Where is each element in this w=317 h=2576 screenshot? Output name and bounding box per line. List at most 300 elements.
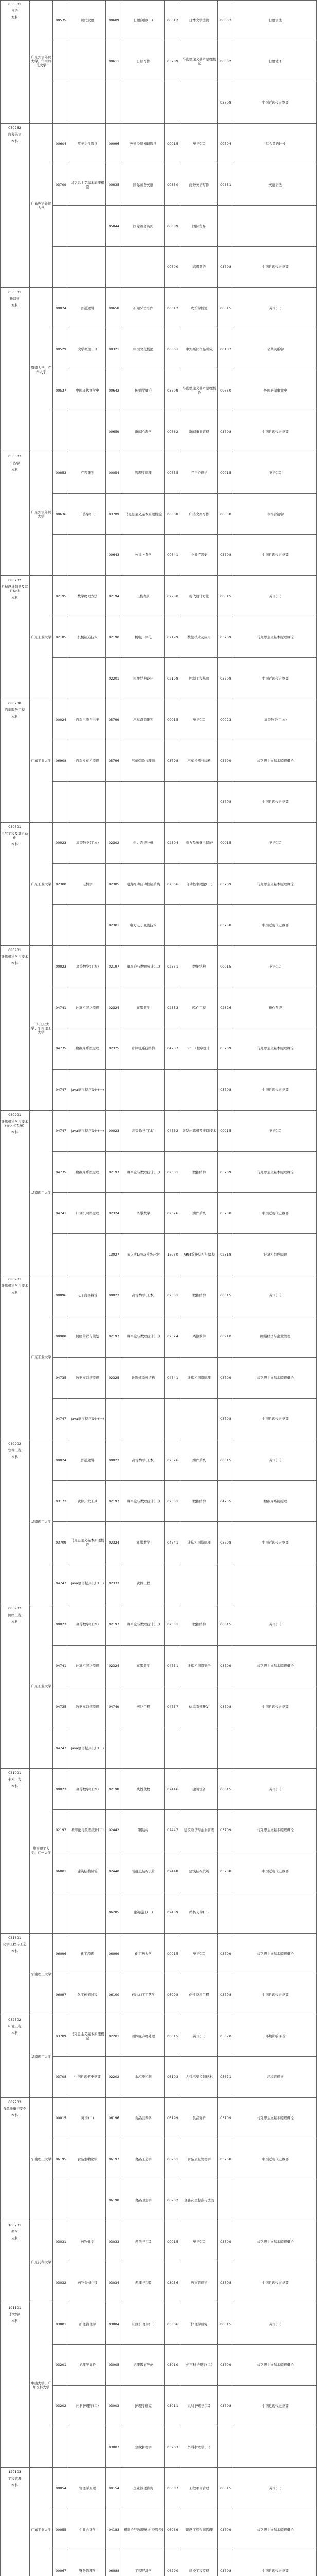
course-name-cell: 软件工程 <box>181 987 218 1028</box>
course-name-cell: 结构力学(二) <box>181 1892 218 1934</box>
course-code-cell <box>53 41 69 82</box>
course-name-cell: 公共关系学 <box>234 329 317 370</box>
course-code-cell <box>106 82 122 124</box>
course-code-cell: 03709 <box>218 1152 234 1193</box>
course-code-cell: 06103 <box>165 2057 181 2098</box>
course-code-cell: 05796 <box>106 740 122 782</box>
course-code-cell: 02325 <box>106 1028 122 1070</box>
school-cell: 广东工业大学 <box>30 576 53 700</box>
course-code-cell: 00023 <box>53 823 69 864</box>
course-name-cell: 普通逻辑 <box>69 1439 106 1481</box>
course-name-cell: 离散数学 <box>122 1646 165 1687</box>
course-code-cell: 04732 <box>165 1111 181 1152</box>
major-name: 软件工程 <box>8 1448 22 1453</box>
course-code-cell: 03709 <box>218 740 234 782</box>
course-code-cell <box>106 782 122 823</box>
major-cell <box>0 576 30 700</box>
course-name-cell: 机械制造技术 <box>69 617 106 658</box>
course-code-cell: 03709 <box>218 2345 234 2386</box>
course-code-cell: 04735 <box>53 1028 69 1070</box>
course-name-cell <box>181 1399 218 1440</box>
course-code-cell: 04741 <box>165 1522 181 1563</box>
course-name-cell: 现代设计方法 <box>181 576 218 617</box>
course-code-cell: 00910 <box>218 1316 234 1358</box>
course-code-cell: 03201 <box>53 2345 69 2386</box>
course-code-cell: 04735 <box>53 1152 69 1193</box>
course-name-cell <box>234 1563 317 1604</box>
course-code-cell: 06285 <box>106 1892 122 1934</box>
major-level: 本科 <box>11 1455 18 1460</box>
course-name-cell: 普通逻辑 <box>69 288 106 329</box>
course-name-cell: 软件开发工具 <box>69 1481 106 1522</box>
course-name-cell: 日本文学选读 <box>181 0 218 41</box>
major-cell <box>0 946 30 1110</box>
course-code-cell: 02331 <box>165 1152 181 1193</box>
course-name-cell: 中国近现代史纲要 <box>234 535 317 576</box>
course-code-cell: 00603 <box>218 0 234 41</box>
major-code: 082502 <box>8 2018 21 2022</box>
school-cell: 广东工业大学 <box>30 699 53 823</box>
course-name-cell: 马克思主义基本原理概论 <box>234 1028 317 1070</box>
course-code-cell: 02197 <box>53 1810 69 1851</box>
course-name-cell: 儿科护理学(二) <box>181 2386 218 2427</box>
course-name-cell: 数据结构 <box>181 1481 218 1522</box>
major-code: 080601 <box>8 824 21 829</box>
course-code-cell: 02201 <box>106 2015 122 2057</box>
course-code-cell <box>53 1234 69 1275</box>
course-name-cell: 中国近现代史纲要 <box>234 1974 317 2015</box>
course-name-cell: 马克思主义基本原理概论 <box>69 2015 106 2057</box>
course-code-cell: 04741 <box>165 1358 181 1399</box>
course-code-cell: 02185 <box>53 617 69 658</box>
course-name-cell: 数据结构 <box>181 1604 218 1646</box>
course-name-cell: 计算机网络原理 <box>69 1646 106 1687</box>
course-name-cell: 建筑经济与企业管理 <box>181 1810 218 1851</box>
major-cell <box>0 288 30 452</box>
course-code-cell: 00015 <box>53 2098 69 2139</box>
course-code-cell: 02324 <box>106 987 122 1028</box>
course-code-cell: 00831 <box>218 164 234 206</box>
course-code-cell: 02302 <box>106 823 122 864</box>
course-code-cell: 00015 <box>218 946 234 987</box>
course-code-cell: 03709 <box>165 41 181 82</box>
school-cell: 华南理工大学 <box>30 2015 53 2098</box>
school-cell: 华南理工大学、广州大学 <box>30 1769 53 1933</box>
course-code-cell: 00015 <box>165 699 181 740</box>
course-name-cell <box>69 82 106 124</box>
course-name-cell: 网络营销与策划 <box>69 1316 106 1358</box>
course-code-cell: 02324 <box>165 1316 181 1358</box>
course-name-cell: 固体废弃物处理 <box>122 2015 165 2057</box>
course-name-cell: 数据结构 <box>181 946 218 987</box>
course-name-cell: 汽车电器与电子 <box>69 699 106 740</box>
course-name-cell: 中国近现代史纲要 <box>234 658 317 699</box>
course-name-cell: 高等数学(工本) <box>69 946 106 987</box>
course-code-cell: 00321 <box>106 329 122 370</box>
major-level: 本科 <box>11 303 18 308</box>
course-name-cell: 食品质量管理学 <box>181 2139 218 2180</box>
course-name-cell <box>69 782 106 823</box>
course-code-cell: 03708 <box>218 535 234 576</box>
course-name-cell: 数据库系统原理 <box>69 1358 106 1399</box>
major-cell <box>0 1439 30 1604</box>
course-name-cell <box>69 411 106 452</box>
course-name-cell: 概率论与数理统计(二) <box>122 946 165 987</box>
course-code-cell: 02194 <box>106 576 122 617</box>
school-cell: 广东工业大学 <box>30 823 53 946</box>
course-code-cell: 02442 <box>106 1810 122 1851</box>
course-name-cell <box>181 82 218 124</box>
course-code-cell: 00015 <box>218 1439 234 1481</box>
course-name-cell: 食品工艺学 <box>122 2139 165 2180</box>
course-name-cell: 中国近现代史纲要 <box>234 782 317 823</box>
course-name-cell: 中外新闻作品研究 <box>181 329 218 370</box>
course-code-cell: 00067 <box>53 2550 69 2576</box>
course-code-cell: 00015 <box>218 452 234 494</box>
course-code-cell: 00023 <box>53 946 69 987</box>
course-code-cell: 02301 <box>106 905 122 946</box>
course-code-cell: 03708 <box>218 2139 234 2180</box>
course-name-cell: 数据库系统原理 <box>69 1028 106 1070</box>
course-name-cell: 中国近现代史纲要 <box>69 2057 106 2098</box>
course-name-cell: 工程经济 <box>122 576 165 617</box>
major-level: 本科 <box>11 1130 18 1134</box>
course-code-cell: 03709 <box>218 1934 234 1975</box>
course-code-cell: 02326 <box>165 1193 181 1234</box>
major-level: 本科 <box>11 715 18 719</box>
school-cell: 广东工业大学 <box>30 1275 53 1439</box>
course-code-cell: 00662 <box>165 411 181 452</box>
course-name-cell <box>122 247 165 288</box>
major-cell <box>0 699 30 823</box>
course-name-cell: 建设工程监理 <box>181 2550 218 2576</box>
course-code-cell <box>218 1563 234 1604</box>
course-name-cell: 马克思主义基本原理概论 <box>234 617 317 658</box>
major-level: 本科 <box>11 15 18 20</box>
course-code-cell: 02331 <box>165 1481 181 1522</box>
course-code-cell: 00636 <box>53 494 69 535</box>
course-code-cell: 03708 <box>218 782 234 823</box>
course-code-cell: 03010 <box>165 2345 181 2386</box>
course-name-cell: 嵌入式Linux系统开发 <box>122 1234 165 1275</box>
course-name-cell: 马克思主义基本原理概论 <box>69 1522 106 1563</box>
course-name-cell: 中外广告史 <box>181 535 218 576</box>
course-code-cell: 00661 <box>165 329 181 370</box>
course-name-cell <box>181 1563 218 1604</box>
course-code-cell: 05671 <box>218 2057 234 2098</box>
course-code-cell: 03709 <box>218 1810 234 1851</box>
course-name-cell: 马克思主义基本原理概论 <box>122 494 165 535</box>
major-code: 082703 <box>8 2099 21 2104</box>
course-code-cell: 02304 <box>165 823 181 864</box>
course-code-cell: 06908 <box>53 740 69 782</box>
course-code-cell: 04747 <box>53 1111 69 1152</box>
course-name-cell: 中国近现代史纲要 <box>234 1851 317 1892</box>
major-name: 药学 <box>11 2230 18 2234</box>
major-code: 120103 <box>8 2470 21 2475</box>
course-code-cell: 00908 <box>53 1316 69 1358</box>
major-code: 080901 <box>8 1112 21 1117</box>
course-code-cell <box>53 658 69 699</box>
course-name-cell: 广告心理学 <box>181 452 218 494</box>
course-name-cell: 概率论与数理统计(经管类) <box>122 2509 165 2550</box>
course-name-cell: 中国近现代史纲要 <box>234 1686 317 1727</box>
course-name-cell: 机电一体化 <box>122 617 165 658</box>
major-code: 080202 <box>8 578 21 582</box>
course-code-cell: 04741 <box>53 1193 69 1234</box>
major-code: 080902 <box>8 1442 21 1446</box>
course-code-cell: 00015 <box>218 1111 234 1152</box>
course-name-cell: 高等数学(工本) <box>69 1604 106 1646</box>
major-level: 本科 <box>11 595 18 600</box>
course-code-cell: 00054 <box>106 452 122 494</box>
course-code-cell: 03709 <box>53 164 69 206</box>
course-name-cell: 环境影响评价 <box>234 2015 317 2057</box>
course-name-cell: 马克思主义基本原理概论 <box>69 164 106 206</box>
course-code-cell: 02201 <box>106 658 122 699</box>
major-code: 101101 <box>8 2306 21 2310</box>
course-name-cell: 食品安全标准与法规 <box>181 2180 218 2222</box>
course-name-cell: 中国近现代史纲要 <box>234 2262 317 2303</box>
course-name-cell: 离散数学 <box>122 987 165 1028</box>
school-cell: 暨南大学、广州大学 <box>30 288 53 452</box>
course-code-cell: 05844 <box>106 206 122 247</box>
course-code-cell: 03031 <box>53 2221 69 2262</box>
course-name-cell <box>69 905 106 946</box>
major-name: 广告学 <box>9 461 20 466</box>
course-name-cell <box>181 782 218 823</box>
course-name-cell: 现代汉语 <box>69 0 106 41</box>
course-name-cell: 汽车检测与诊断 <box>181 740 218 782</box>
course-code-cell: 05799 <box>106 699 122 740</box>
course-code-cell: 03708 <box>218 247 234 288</box>
course-code-cell: 02197 <box>106 1316 122 1358</box>
course-code-cell: 00835 <box>106 164 122 206</box>
course-name-cell: 网络工程 <box>122 1686 165 1727</box>
major-cell <box>0 2221 30 2303</box>
course-name-cell: 中国近现代史纲要 <box>234 82 317 124</box>
course-name-cell <box>69 2427 106 2468</box>
course-name-cell: 建筑施工(一) <box>122 1892 165 1934</box>
course-name-cell: 机械结构设计 <box>122 658 165 699</box>
course-name-cell: 英语(二) <box>234 2303 317 2345</box>
course-code-cell: 03708 <box>218 82 234 124</box>
course-code-cell: 04735 <box>53 1686 69 1727</box>
course-code-cell: 06195 <box>53 2139 69 2180</box>
course-code-cell <box>165 905 181 946</box>
course-name-cell <box>234 1727 317 1769</box>
course-name-cell: 社区护理学(一) <box>122 2303 165 2345</box>
course-code-cell <box>53 2427 69 2468</box>
course-code-cell: 00537 <box>53 370 69 412</box>
school-cell: 华南理工大学 <box>30 1934 53 2016</box>
course-name-cell: 数据库系统原理 <box>234 1481 317 1522</box>
course-name-cell: 化工传递过程 <box>69 1974 106 2015</box>
course-code-cell <box>53 782 69 823</box>
major-name: 化学工程与工艺 <box>3 1942 27 1946</box>
major-level: 本科 <box>11 2113 18 2117</box>
course-name-cell: 日语写作 <box>122 41 165 82</box>
course-name-cell: 政治学概论 <box>181 288 218 329</box>
course-code-cell: 04749 <box>106 1686 122 1727</box>
course-code-cell: 02195 <box>53 576 69 617</box>
course-code-cell <box>106 247 122 288</box>
course-name-cell: 国际贸易 <box>181 206 218 247</box>
course-name-cell: 药理学(四) <box>122 2262 165 2303</box>
course-code-cell: 03005 <box>106 2345 122 2386</box>
course-code-cell <box>218 206 234 247</box>
course-name-cell: 高等数学(工本) <box>122 1275 165 1316</box>
course-code-cell: 03708 <box>218 1974 234 2015</box>
course-name-cell: 微型计算机及接口技术 <box>181 1111 218 1152</box>
course-name-cell: 内科护理学(二) <box>69 2386 106 2427</box>
course-name-cell: 中国近现代史纲要 <box>234 1193 317 1234</box>
course-name-cell: 化学反应工程 <box>181 1974 218 2015</box>
course-code-cell: 00658 <box>106 288 122 329</box>
course-code-cell: 02331 <box>165 946 181 987</box>
course-code-cell: 00600 <box>165 247 181 288</box>
course-code-cell: 03709 <box>218 1646 234 1687</box>
course-name-cell <box>69 41 106 82</box>
course-code-cell: 00054 <box>53 2468 69 2509</box>
course-name-cell: 概率论与数理统计(二) <box>122 1604 165 1646</box>
course-code-cell: 03708 <box>218 1686 234 1727</box>
course-code-cell: 06196 <box>106 2098 122 2139</box>
major-name: 计算机科学与技术 <box>1 955 28 959</box>
course-name-cell: 计算机系统结构 <box>122 1358 165 1399</box>
course-name-cell: Java语言程序设计(一) <box>69 1111 106 1152</box>
course-code-cell <box>165 1727 181 1769</box>
course-name-cell: 市场营销学 <box>234 494 317 535</box>
course-name-cell: 公共关系学 <box>122 535 165 576</box>
course-code-cell: 03708 <box>218 658 234 699</box>
course-name-cell: 日语阅读(二) <box>122 0 165 41</box>
course-name-cell: 外国新闻事业史 <box>234 370 317 412</box>
course-name-cell: 企业管理咨询 <box>122 2468 165 2509</box>
course-name-cell: 信息系统开发 <box>181 1686 218 1727</box>
course-name-cell: 英语(二) <box>234 1111 317 1152</box>
course-code-cell: 03709 <box>53 1522 69 1563</box>
course-code-cell: 00015 <box>165 1934 181 1975</box>
course-code-cell <box>106 1070 122 1111</box>
course-name-cell: 马克思主义基本原理概论 <box>181 370 218 412</box>
course-name-cell: 英语(二) <box>234 1604 317 1646</box>
course-code-cell: 06197 <box>106 2139 122 2180</box>
course-name-cell: 计算机网络原理 <box>181 1522 218 1563</box>
course-name-cell: 药物分析(三) <box>69 2262 106 2303</box>
course-code-cell: 03708 <box>218 905 234 946</box>
course-code-cell: 00015 <box>218 288 234 329</box>
major-level: 本科 <box>11 1291 18 1295</box>
course-code-cell: 00023 <box>53 1604 69 1646</box>
course-name-cell: 大气污染控制技术 <box>181 2057 218 2098</box>
course-name-cell: 护理教育导论 <box>122 2345 165 2386</box>
school-cell: 华南理工大学 <box>30 1111 53 1275</box>
course-name-cell <box>181 1727 218 1769</box>
course-code-cell: 00015 <box>218 1275 234 1316</box>
course-code-cell: 06098 <box>165 1974 181 2015</box>
course-name-cell: 马克思主义基本原理概论 <box>234 2345 317 2386</box>
major-code: 080208 <box>8 701 21 706</box>
course-name-cell: 电机学 <box>69 864 106 905</box>
course-name-cell: 中国近现代史纲要 <box>234 1070 317 1111</box>
course-code-cell: 04747 <box>53 1399 69 1440</box>
course-name-cell: 英语(二) <box>234 946 317 987</box>
course-name-cell: 财务管理学 <box>69 2550 106 2576</box>
course-code-cell: 00535 <box>53 0 69 41</box>
course-name-cell: 化工热力学 <box>122 1934 165 1975</box>
course-code-cell: 13030 <box>165 1234 181 1275</box>
course-code-cell <box>218 2180 234 2222</box>
course-name-cell <box>69 535 106 576</box>
course-name-cell: 英语(二) <box>181 124 218 165</box>
course-code-cell: 03708 <box>218 411 234 452</box>
major-name: 计算机科学与技术 <box>1 1284 28 1289</box>
course-name-cell: 广告学(一) <box>69 494 106 535</box>
course-name-cell <box>69 1234 106 1275</box>
course-code-cell: 03709 <box>218 2221 234 2262</box>
major-code: 080901 <box>8 948 21 953</box>
course-code-cell: 04741 <box>53 987 69 1028</box>
course-code-cell: 00312 <box>165 288 181 329</box>
major-code: 050262 <box>8 125 21 130</box>
major-level: 本科 <box>11 139 18 143</box>
school-cell: 广东工业大学 <box>30 2468 53 2576</box>
school-cell: 广东工业大学 <box>30 1604 53 1769</box>
course-name-cell: 工程经济学 <box>122 2550 165 2576</box>
course-code-cell: 00641 <box>165 535 181 576</box>
course-code-cell: 00659 <box>106 411 122 452</box>
course-name-cell: 马克思主义基本原理概论 <box>234 740 317 782</box>
course-code-cell: 02190 <box>106 617 122 658</box>
course-code-cell: 03709 <box>106 494 122 535</box>
major-level: 本科 <box>11 961 18 966</box>
course-name-cell <box>122 82 165 124</box>
course-code-cell: 02305 <box>106 864 122 905</box>
major-level: 本科 <box>11 2031 18 2036</box>
course-code-cell: 04747 <box>53 1563 69 1604</box>
school-cell: 中山大学、广州医科大学 <box>30 2303 53 2468</box>
course-name-cell <box>122 1070 165 1111</box>
course-name-cell: 离散数学 <box>122 1193 165 1234</box>
course-name-cell: 操作系统 <box>181 1193 218 1234</box>
course-code-cell: 04737 <box>165 1028 181 1070</box>
major-name: 计算机科学与技术(嵌入式系统) <box>1 1119 28 1128</box>
course-name-cell <box>69 206 106 247</box>
major-code: 080901 <box>8 1277 21 1282</box>
course-code-cell <box>165 1563 181 1604</box>
course-code-cell: 00642 <box>106 370 122 412</box>
course-code-cell: 02324 <box>106 1522 122 1563</box>
course-code-cell: 02331 <box>165 1604 181 1646</box>
course-name-cell: 英语语法 <box>234 164 317 206</box>
major-cell <box>0 124 30 288</box>
course-name-cell: 控制工程基础 <box>181 658 218 699</box>
course-code-cell: 00830 <box>165 164 181 206</box>
major-name: 环境工程 <box>8 2024 22 2029</box>
course-name-cell <box>122 1399 165 1440</box>
major-code: 081001 <box>8 1771 21 1775</box>
school-cell: 广东外语外贸大学、华南师范大学 <box>30 0 53 124</box>
course-code-cell: 03708 <box>218 1851 234 1892</box>
course-code-cell: 02331 <box>165 1275 181 1316</box>
course-code-cell: 00089 <box>165 206 181 247</box>
course-name-cell: 混凝土结构设计 <box>122 1851 165 1892</box>
course-name-cell: 英语(二) <box>234 576 317 617</box>
course-name-cell: 马克思主义基本原理概论 <box>234 1934 317 1975</box>
course-code-cell: 02300 <box>53 864 69 905</box>
course-name-cell: 护理学研究 <box>181 2303 218 2345</box>
